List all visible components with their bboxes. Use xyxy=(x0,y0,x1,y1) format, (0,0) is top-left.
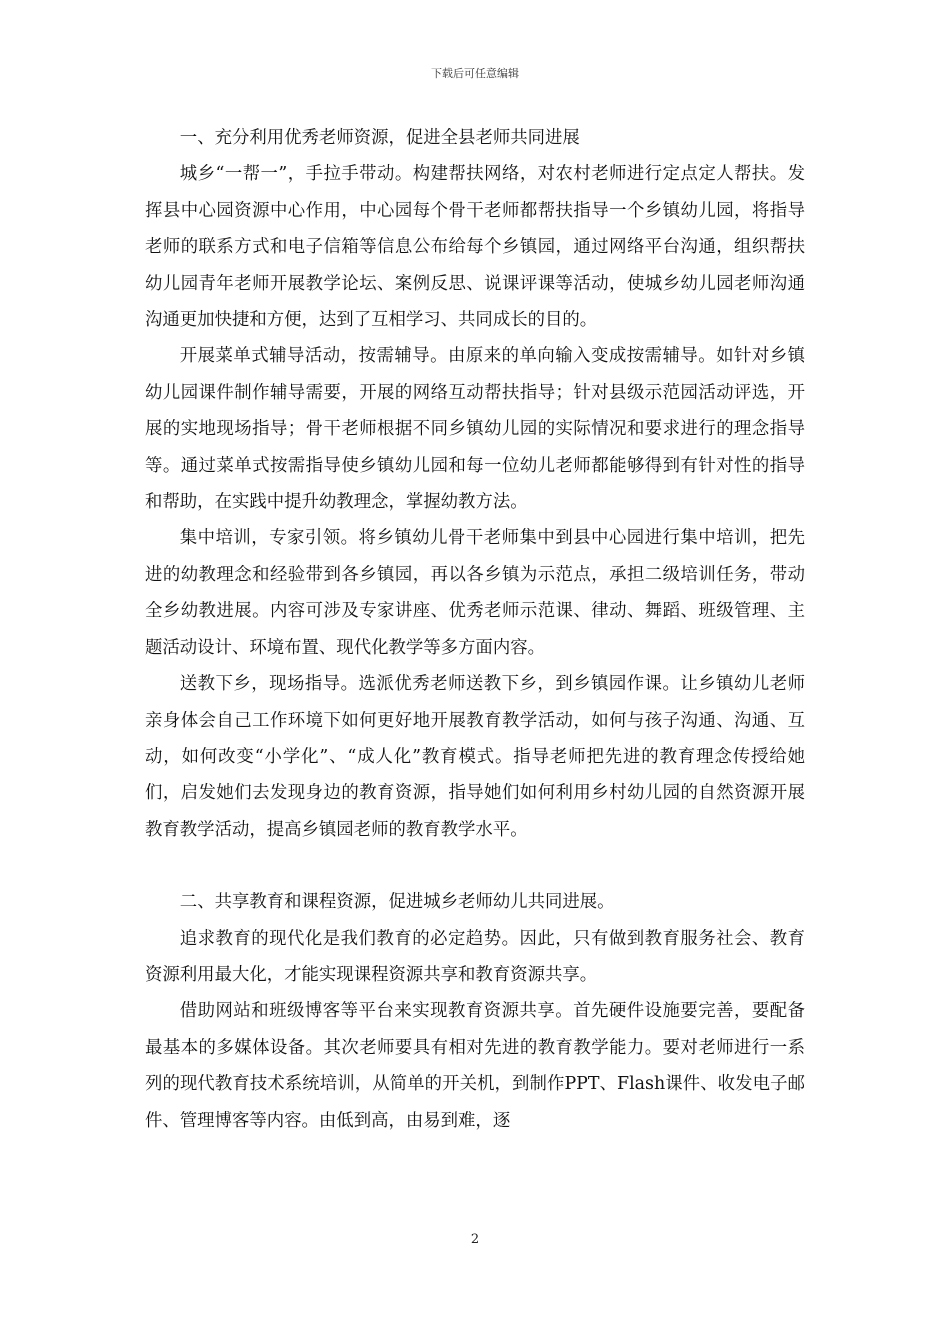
document-body xyxy=(145,120,805,1139)
paragraph: 追求教育的现代化是我们教育的必定趋势。因此，只有做到教育服务社会、教育资源利用最大化，才能实现课程资源共享和教育资源共享。 xyxy=(145,928,805,985)
paragraph: 集中培训，专家引领。将乡镇幼儿骨干老师集中到县中心园进行集中培训，把先进的幼教理念和经验带到各乡镇园，再以各乡镇为示范点，承担二级培训任务，带动全乡幼教进展。内容可涉及专家讲座、优秀老师示范课、律动、舞蹈、班级管理、主题活动设计、环境布置、现代化教学等多方面内容。 xyxy=(145,528,805,658)
paragraph: 借助网站和班级博客等平台来实现教育资源共享。首先硬件设施要完善，要配备最基本的多媒体设备。其次老师要具有相对先进的教育教学能力。要对老师进行一系列的现代教育技术系统培训，从简单的开关机，到制作PPT、Flash课件、收发电子邮件、管理博客等内容。由低到高，由易到难，逐 xyxy=(145,1001,805,1131)
section-heading: 一、充分利用优秀老师资源，促进全县老师共同进展 xyxy=(179,128,580,148)
paragraph: 送教下乡，现场指导。选派优秀老师送教下乡，到乡镇园作课。让乡镇幼儿老师亲身体会自己工作环境下如何更好地开展教育教学活动，如何与孩子沟通、沟通、互动，如何改变“小学化”、“成人化”教育模式。指导老师把先进的教育理念传授给她们，启发她们去发现身边的教育资源，指导她们如何利用乡村幼儿园的自然资源开展教育教学活动，提高乡镇园老师的教育教学水平。 xyxy=(145,674,805,840)
section-heading: 二、共享教育和课程资源，促进城乡老师幼儿共同进展。 xyxy=(179,892,615,913)
paragraph: 城乡“一帮一”，手拉手带动。构建帮扶网络，对农村老师进行定点定人帮扶。发挥县中心园资源中心作用，中心园每个骨干老师都帮扶指导一个乡镇幼儿园，将指导老师的联系方式和电子信箱等信息公布给每个乡镇园，通过网络平台沟通，组织帮扶幼儿园青年老师开展教学论坛、案例反思、说课评课等活动，使城乡幼儿园老师沟通沟通更加快捷和方便，达到了互相学习、共同成长的目的。 xyxy=(145,164,805,331)
page-header: 下载后可任意编辑 xyxy=(431,67,519,80)
paragraph: 开展菜单式辅导活动，按需辅导。由原来的单向输入变成按需辅导。如针对乡镇幼儿园课件制作辅导需要，开展的网络互动帮扶指导；针对县级示范园活动评选，开展的实地现场指导；骨干老师根据不同乡镇幼儿园的实际情况和要求进行的理念指导等。通过菜单式按需指导使乡镇幼儿园和每一位幼儿老师都能够得到有针对性的指导和帮助，在实践中提升幼教理念，掌握幼教方法。 xyxy=(145,346,805,513)
page-number: 2 xyxy=(470,1232,480,1247)
section-spacer xyxy=(145,848,805,884)
